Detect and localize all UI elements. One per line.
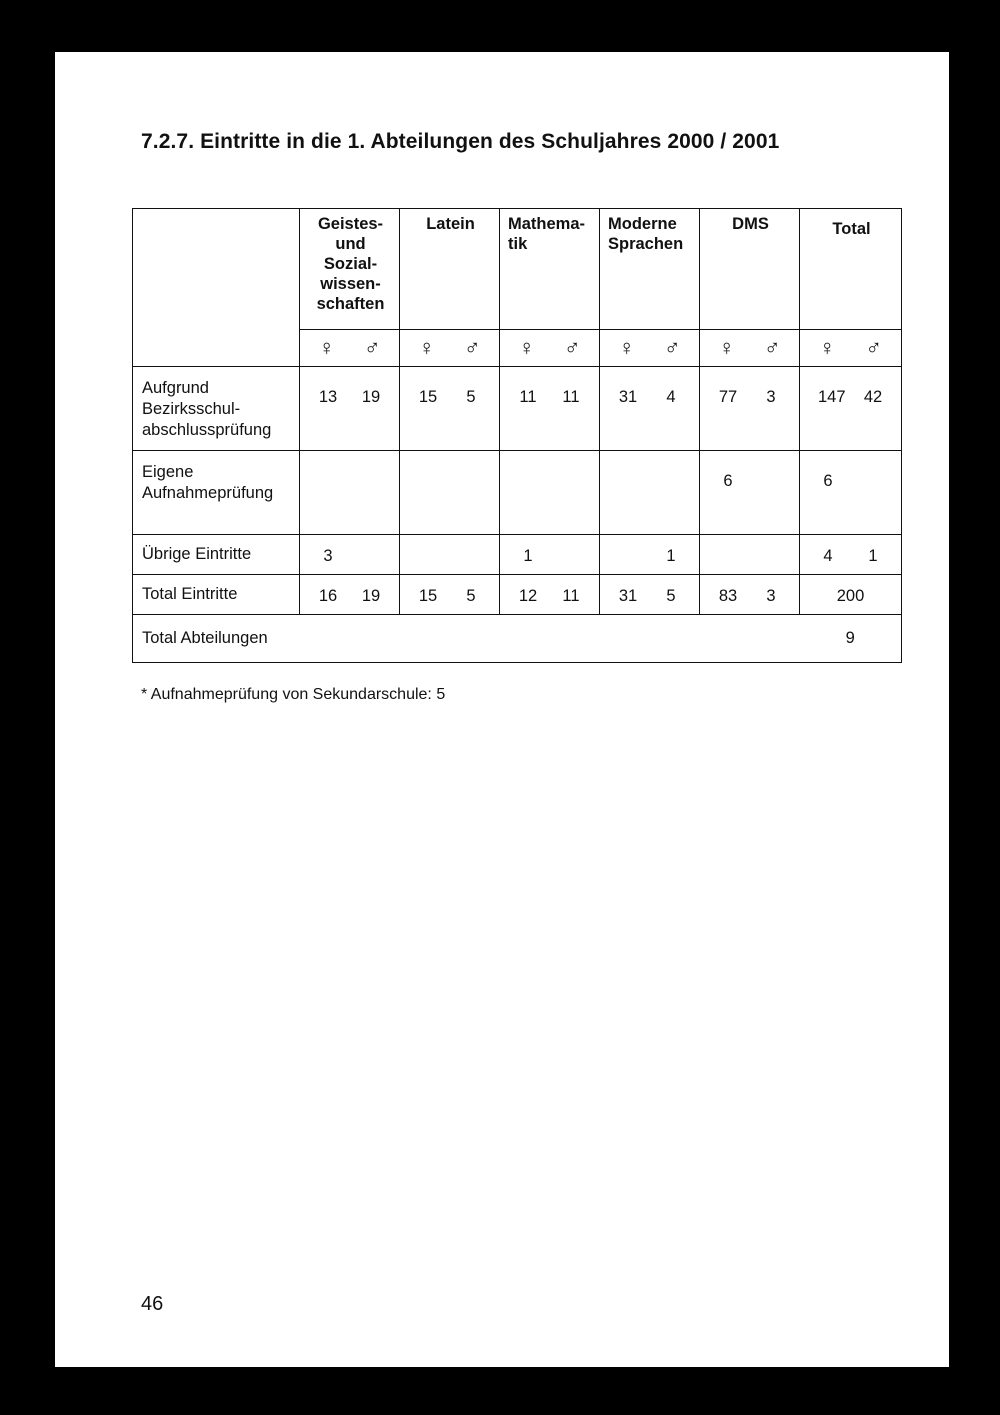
page-number: 46 [141,1293,164,1315]
female-icon: ♀ [819,335,836,360]
column-header-latein: Latein [400,209,500,330]
table-row-aufgrund [133,367,902,451]
table-cell: 6 [700,451,800,535]
female-icon: ♀ [518,335,535,360]
row-label: Aufgrund Bezirksschul- abschlussprüfung [133,367,300,451]
table-cell: 6 [800,451,902,535]
male-icon: ♂ [564,335,581,360]
table-cell: 83 3 [700,575,800,615]
column-header-geistes: Geistes- und Sozial- wissen- schaften [300,209,400,330]
table-cell: 147 42 [800,367,902,451]
table-row-total-abteilungen [133,615,902,663]
row-label: Übrige Eintritte [133,535,300,575]
gender-cell [500,330,600,367]
table-cell: 4 1 [800,535,902,575]
grand-total-cell: 200 [800,575,902,615]
female-icon: ♀ [618,335,635,360]
table-row-total-eintritte [133,575,902,615]
table-cell: 15 5 [400,367,500,451]
footnote: * Aufnahmeprüfung von Sekundarschule: 5 [141,686,446,703]
table-cell [300,451,400,535]
column-header-dms: DMS [700,209,800,330]
document-page [55,52,949,1367]
male-icon: ♂ [664,335,681,360]
male-icon: ♂ [865,335,882,360]
table-cell: 12 11 [500,575,600,615]
admissions-table [132,208,902,663]
table-cell: 31 4 [600,367,700,451]
male-icon: ♂ [764,335,781,360]
table-cell: 3 [300,535,400,575]
gender-cell [800,330,902,367]
gender-cell [700,330,800,367]
table-cell: 16 19 [300,575,400,615]
total-abteilungen-value: 9 [800,615,902,663]
table-cell [700,535,800,575]
header-row [133,209,902,330]
table-cell: 31 5 [600,575,700,615]
table-cell: 1 [600,535,700,575]
table-row-eigene [133,451,902,535]
table-cell [400,535,500,575]
male-icon: ♂ [364,335,381,360]
section-title: 7.2.7. Eintritte in die 1. Abteilungen des Schuljahres 2000 / 2001 [141,130,780,153]
gender-cell [400,330,500,367]
female-icon: ♀ [318,335,335,360]
table-cell: 15 5 [400,575,500,615]
female-icon: ♀ [418,335,435,360]
gender-cell [300,330,400,367]
table-cell: 77 3 [700,367,800,451]
table-cell [500,451,600,535]
table-cell [400,451,500,535]
row-label: Total Eintritte [133,575,300,615]
header-corner [133,209,300,367]
male-icon: ♂ [464,335,481,360]
gender-cell [600,330,700,367]
table-row-uebrige [133,535,902,575]
row-label: Total Abteilungen [133,615,800,663]
table-cell [600,451,700,535]
row-label: Eigene Aufnahmeprüfung [133,451,300,535]
column-header-total: Total [800,209,902,330]
female-icon: ♀ [718,335,735,360]
table-cell: 11 11 [500,367,600,451]
column-header-mathematik: Mathema- tik [500,209,600,330]
table-cell: 1 [500,535,600,575]
table-cell: 13 19 [300,367,400,451]
column-header-moderne-sprachen: Moderne Sprachen [600,209,700,330]
